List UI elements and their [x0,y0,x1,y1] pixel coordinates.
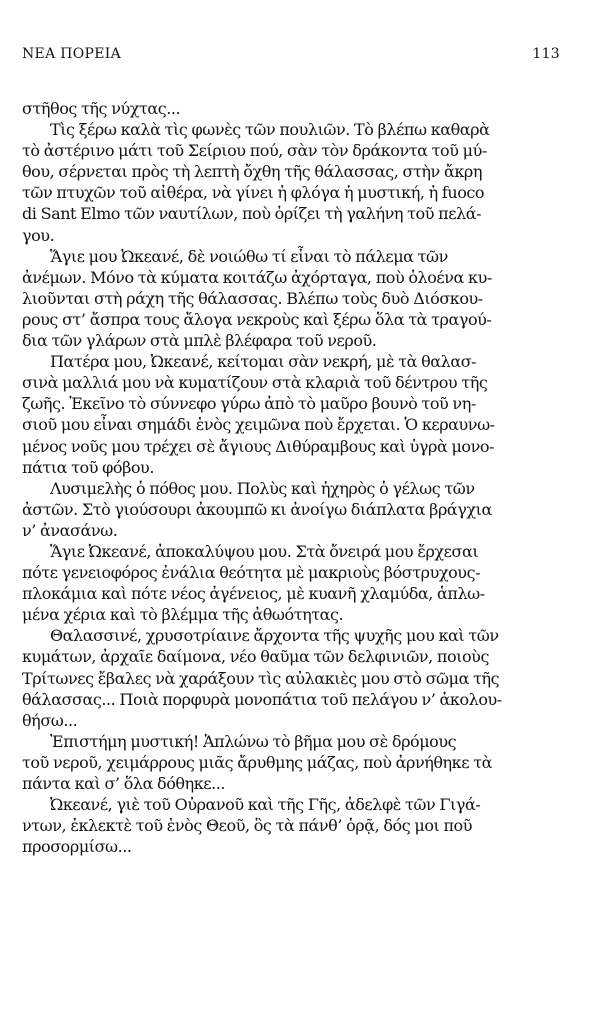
text-line: ν’ ἀνασάνω. [22,520,118,540]
text-line: θου, σέρνεται πρὸς τὴ λεπτὴ ὄχθη τῆς θάλασσας, στὴν ἄκρη [22,162,482,182]
paragraph [22,98,512,119]
text-line: μένα χέρια καὶ τὸ βλέμμα τῆς ἀθωότητας. [22,605,344,625]
paragraph [22,351,512,478]
paragraph [22,246,512,351]
text-line: σινὰ μαλλιά μου νὰ κυματίζουν στὰ κλαριὰ τοῦ δέντρου τῆς [22,373,488,393]
paragraph [22,541,512,625]
paragraph [22,625,512,730]
running-head [22,46,560,66]
text-line: Ἐπιστήμη μυστική! Ἁπλώνω τὸ βῆμα μου σὲ δρόμους [50,731,457,751]
text-line: ἀνέμων. Μόνο τὰ κύματα κοιτάζω ἀχόρταγα, ποὺ ὁλοένα κυ- [22,267,492,287]
text-line: Πατέρα μου, Ὠκεανέ, κείτομαι σὰν νεκρή, μὲ τὰ θαλασ- [50,352,477,372]
journal-title: ΝΕΑ ΠΟΡΕΙΑ [22,46,121,62]
text-line: θήσω... [22,710,78,730]
text-line: Λυσιμελὴς ὁ πόθος μου. Πολὺς καὶ ἠχηρὸς ὁ γέλως τῶν [50,478,475,498]
paragraph [22,119,512,246]
text-line: ἀστῶν. Στὸ γιούσουρι ἀκουμπῶ κι ἀνοίγω διάπλατα βράγχια [22,499,492,519]
paragraph [22,731,512,794]
text-line: ζωῆς. Ἐκεῖνο τὸ σύννεφο γύρω ἀπὸ τὸ μαῦρο βουνὸ τοῦ νη- [22,394,476,414]
page-number: 113 [532,46,560,62]
body-text [22,98,512,857]
text-line: πότε γενειοφόρος ἐνάλια θεότητα μὲ μακριοὺς βόστρυχους- [22,563,481,583]
text-line: πάντα καὶ σ’ ὅλα δόθηκε... [22,774,226,793]
text-line: ρους στ’ ἄσπρα τους ἄλογα νεκροὺς καὶ ξέρω ὅλα τὰ τραγού- [22,309,492,329]
text-line: γου. [22,225,55,245]
text-line: στῆθος τῆς νύχτας... [22,99,181,118]
text-line: di Sant Elmo τῶν ναυτίλων, ποὺ ὁρίζει τὴ γαλήνη τοῦ πελά- [22,204,482,224]
paragraph [22,794,512,857]
text-line: δια τῶν γλάρων στὰ μπλὲ βλέφαρα τοῦ νεροῦ. [22,331,377,351]
text-line: Τρίτωνες ἔβαλες νὰ χαράξουν τὶς αὐλακιὲς μου στὸ σῶμα τῆς [22,668,500,688]
text-line: Θαλασσινέ, χρυσοτρίαινε ἄρχοντα τῆς ψυχῆς μου καὶ τῶν [50,626,499,646]
text-line: Τὶς ξέρω καλὰ τὶς φωνὲς τῶν πουλιῶν. Τὸ βλέπω καθαρὰ [50,120,490,140]
text-line: Ἅγιε μου Ὠκεανέ, δὲ νοιώθω τί εἶναι τὸ πάλεμα τῶν [50,246,448,266]
text-line: λιοῦνται στὴ ράχη τῆς θάλασσας. Βλέπω τοὺς δυὸ Διόσκου- [22,288,483,308]
text-line: Ὠκεανέ, γιὲ τοῦ Οὐρανοῦ καὶ τῆς Γῆς, ἀδελφὲ τῶν Γιγά- [50,795,481,815]
text-line: ντων, ἐκλεκτὲ τοῦ ἑνὸς Θεοῦ, ὃς τὰ πάνθ’ ὁρᾷ, δός μοι ποῦ [22,816,473,836]
text-line: τὸ ἀστέρινο μάτι τοῦ Σείριου πού, σὰν τὸν δράκοντα τοῦ μύ- [22,141,487,161]
text-line: πάτια τοῦ φόβου. [22,457,154,477]
text-line: κυμάτων, ἀρχαῖε δαίμονα, νέο θαῦμα τῶν δελφινιῶν, ποιοὺς [22,647,489,667]
text-line: Ἅγιε Ὠκεανέ, ἀποκαλύψου μου. Στὰ ὄνειρά μου ἔρχεσαι [50,541,479,561]
text-line: τῶν πτυχῶν τοῦ αἰθέρα, νὰ γίνει ἡ φλόγα ἡ μυστική, ἡ fuoco [22,183,485,203]
text-line: τοῦ νεροῦ, χειμάρρους μιᾶς ἄρυθμης μάζας, ποὺ ἀρνήθηκε τὰ [22,752,492,772]
text-line: θάλασσας... Ποιὰ πορφυρὰ μονοπάτια τοῦ πελάγου ν’ ἀκολου- [22,689,502,709]
text-line: μένος νοῦς μου τρέχει σὲ ἄγιους Διθύραμβους καὶ ὑγρὰ μονο- [22,436,495,456]
text-line: σιοῦ μου εἶναι σημάδι ἑνὸς χειμῶνα ποὺ ἔρχεται. Ὁ κεραυνω- [22,415,495,435]
text-line: πλοκάμια καὶ πότε νέος ἀγένειος, μὲ κυανῆ χλαμύδα, ἁπλω- [22,584,485,604]
paragraph [22,478,512,541]
text-line: προσορμίσω... [22,837,132,857]
